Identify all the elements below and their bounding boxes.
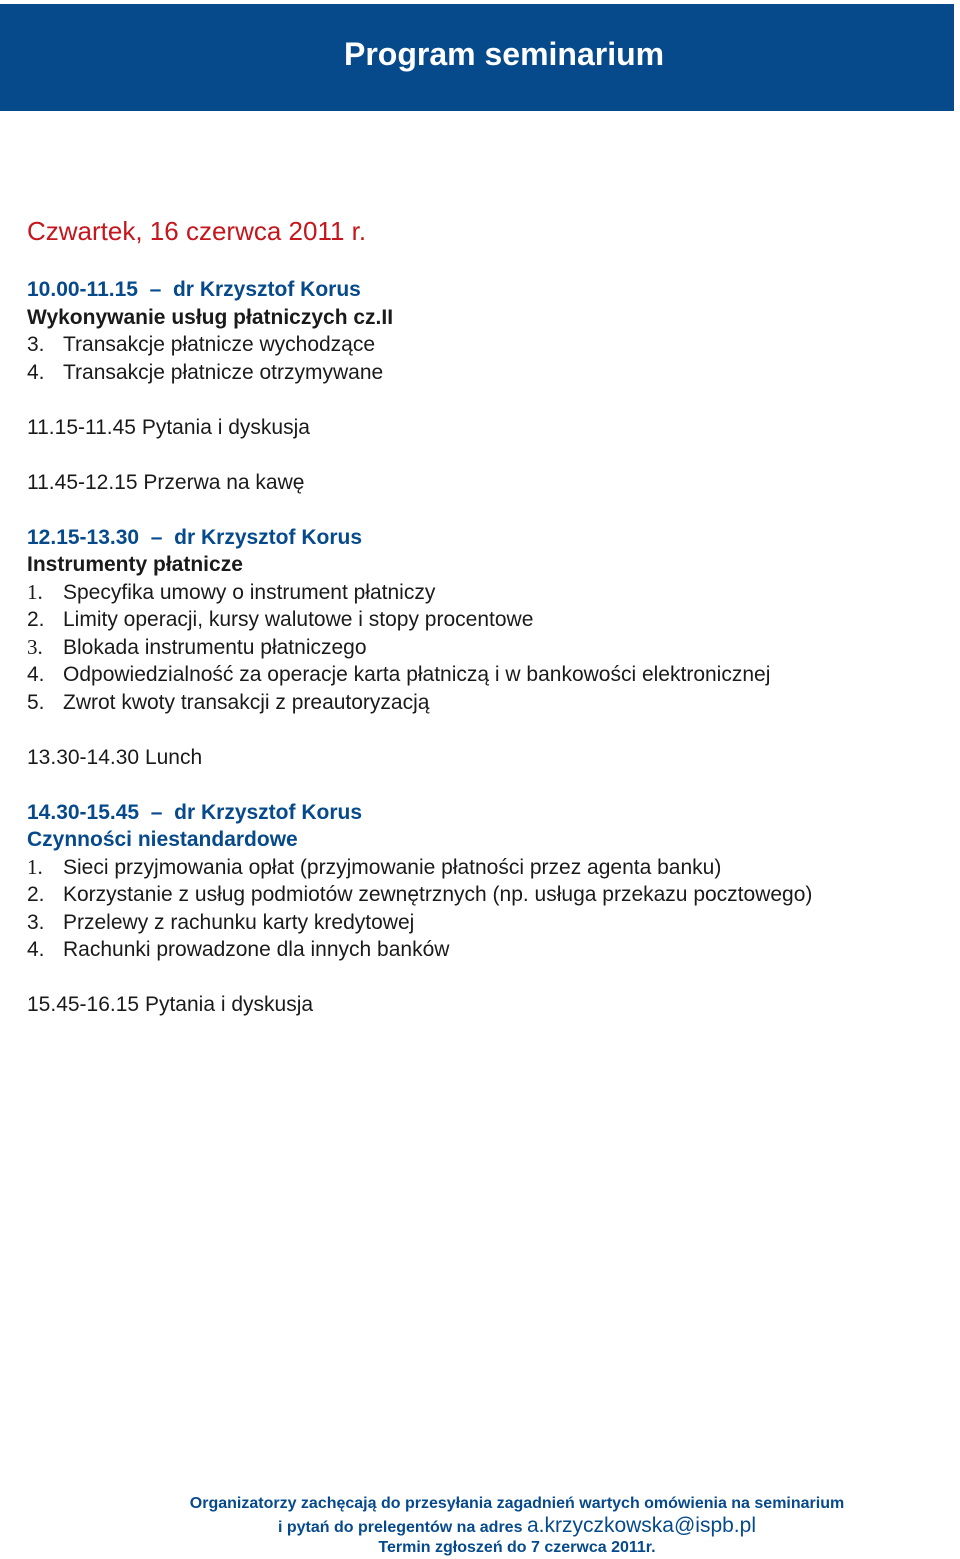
spacer bbox=[27, 716, 947, 744]
item-number: 3. bbox=[27, 910, 45, 934]
email-link[interactable]: a.krzyczkowska@ispb.pl bbox=[526, 1514, 756, 1537]
spacer bbox=[27, 964, 947, 992]
list-item bbox=[27, 936, 947, 964]
session-time: 12.15-13.30 bbox=[27, 525, 140, 549]
session-time: 10.00-11.15 bbox=[27, 278, 138, 301]
footer-contact bbox=[0, 1515, 960, 1537]
session-coffee-break bbox=[27, 469, 947, 497]
item-text: Limity operacji, kursy walutowe i stopy procentowe bbox=[63, 608, 534, 631]
session-topic: Wykonywanie usług płatniczych cz.II bbox=[27, 305, 394, 329]
item-text: Rachunki prowadzone dla innych banków bbox=[63, 938, 450, 961]
session-topic: Instrumenty płatnicze bbox=[27, 553, 243, 576]
session-break-questions bbox=[27, 414, 947, 442]
session-header bbox=[27, 799, 947, 827]
item-text: Korzystanie z usług podmiotów zewnętrznych (np. usługa przekazu pocztowego) bbox=[63, 883, 813, 906]
list-item bbox=[27, 689, 947, 717]
item-text: Przelewy z rachunku karty kredytowej bbox=[63, 910, 415, 934]
spacer bbox=[27, 441, 947, 469]
session-header bbox=[27, 524, 947, 552]
session-block-1 bbox=[27, 276, 947, 386]
item-text: Specyfika umowy o instrument płatniczy bbox=[63, 580, 436, 604]
session-lunch bbox=[27, 744, 947, 772]
item-number: 4. bbox=[27, 663, 45, 686]
item-text: Transakcje płatnicze otrzymywane bbox=[63, 360, 384, 384]
day-title: Czwartek, 16 czerwca 2011 r. bbox=[27, 216, 367, 246]
item-text: Zwrot kwoty transakcji z preautoryzacją bbox=[63, 690, 430, 714]
dash: – bbox=[144, 800, 169, 824]
session-time: 11.45-12.15 bbox=[27, 470, 138, 494]
item-number: 2. bbox=[27, 608, 45, 631]
footer-contact-prefix: i pytań do prelegentów na adres bbox=[277, 1519, 523, 1536]
item-number: 3. bbox=[27, 634, 43, 659]
session-header bbox=[27, 276, 947, 304]
session-speaker: dr Krzysztof Korus bbox=[174, 800, 363, 824]
page-title: Program seminarium bbox=[344, 36, 665, 72]
item-number: 2. bbox=[27, 883, 45, 906]
session-block-2 bbox=[27, 524, 947, 717]
item-text: Transakcje płatnicze wychodzące bbox=[63, 333, 376, 356]
dash: – bbox=[144, 525, 169, 549]
session-label: Przerwa na kawę bbox=[143, 470, 305, 494]
footer-invitation: Organizatorzy zachęcają do przesyłania zagadnień wartych omówienia na seminarium bbox=[189, 1495, 845, 1512]
footer bbox=[0, 1493, 960, 1559]
list-item bbox=[27, 606, 947, 634]
session-topic: Czynności niestandardowe bbox=[27, 828, 298, 851]
session-time: 15.45-16.15 bbox=[27, 993, 140, 1016]
list-item bbox=[27, 579, 947, 607]
spacer bbox=[27, 386, 947, 414]
spacer bbox=[27, 496, 947, 524]
footer-deadline: Termin zgłoszeń do 7 czerwca 2011r. bbox=[378, 1539, 656, 1556]
list-item bbox=[27, 331, 947, 359]
session-label: Pytania i dyskusja bbox=[144, 993, 314, 1016]
list-item bbox=[27, 634, 947, 662]
session-block-3 bbox=[27, 799, 947, 964]
item-number: 4. bbox=[27, 360, 45, 384]
item-number: 1. bbox=[27, 579, 43, 604]
item-number: 1. bbox=[27, 854, 43, 879]
program-content bbox=[27, 214, 947, 1019]
session-time: 14.30-15.45 bbox=[27, 800, 140, 824]
session-label: Pytania i dyskusja bbox=[141, 415, 310, 439]
dash: – bbox=[143, 278, 168, 301]
session-time: 13.30-14.30 bbox=[27, 745, 140, 769]
session-speaker: dr Krzysztof Korus bbox=[174, 525, 363, 549]
spacer bbox=[27, 771, 947, 799]
item-number: 4. bbox=[27, 938, 45, 961]
session-time: 11.15-11.45 bbox=[27, 415, 136, 439]
list-item bbox=[27, 661, 947, 689]
list-item bbox=[27, 881, 947, 909]
session-speaker: dr Krzysztof Korus bbox=[172, 278, 361, 301]
list-item bbox=[27, 909, 947, 937]
list-item bbox=[27, 359, 947, 387]
session-label: Lunch bbox=[144, 745, 203, 769]
item-text: Sieci przyjmowania opłat (przyjmowanie płatności przez agenta banku) bbox=[63, 855, 722, 879]
item-text: Odpowiedzialność za operacje karta płatniczą i w bankowości elektronicznej bbox=[63, 663, 771, 686]
list-item bbox=[27, 854, 947, 882]
session-final-questions bbox=[27, 991, 947, 1019]
item-text: Blokada instrumentu płatniczego bbox=[63, 635, 367, 659]
item-number: 5. bbox=[27, 690, 45, 714]
item-number: 3. bbox=[27, 333, 45, 356]
